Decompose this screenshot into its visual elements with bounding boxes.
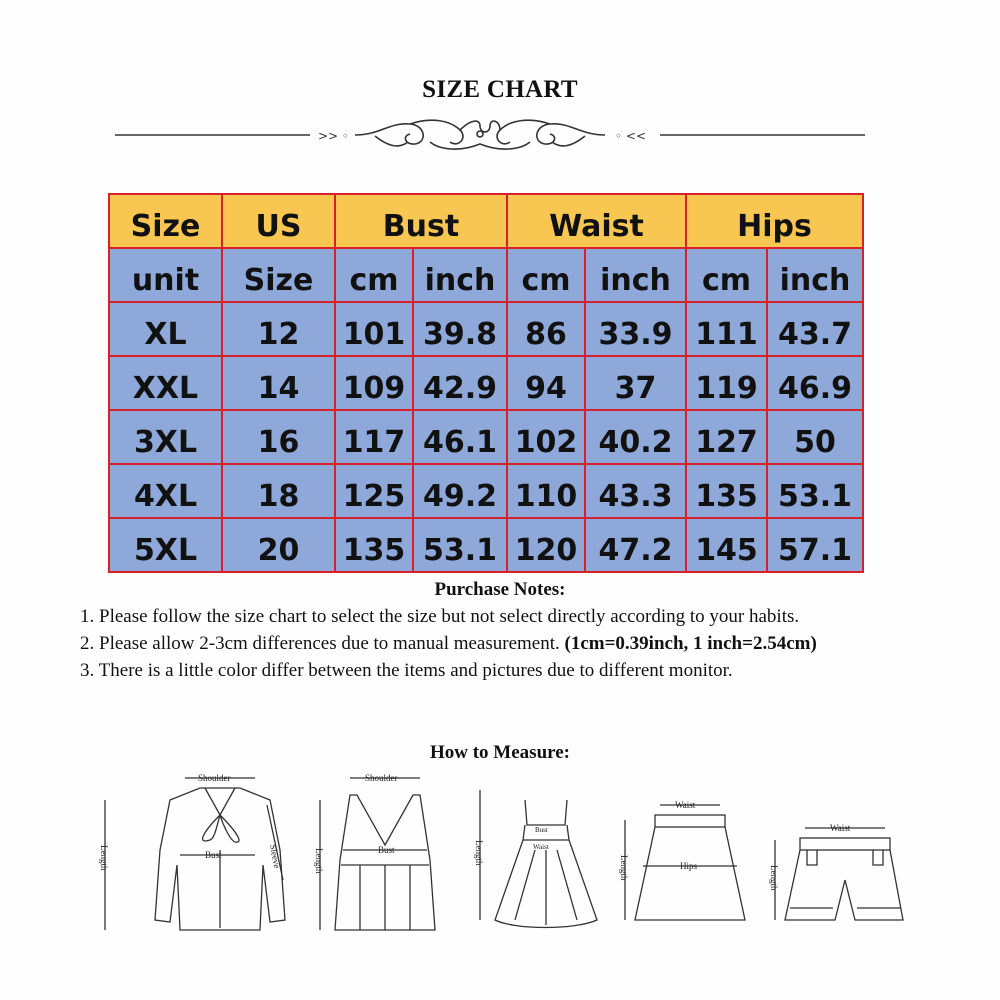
unit-hips-cm: cm xyxy=(686,248,767,302)
table-cell: 43.3 xyxy=(585,464,686,518)
length-label-2: Length xyxy=(314,848,324,874)
how-to-measure-title: How to Measure: xyxy=(429,742,570,763)
unit-waist-inch: inch xyxy=(585,248,686,302)
length-label: Length xyxy=(99,845,109,871)
header-us: US xyxy=(222,194,335,248)
table-cell: 14 xyxy=(222,356,335,410)
svg-text:>> ◦: >> ◦ xyxy=(318,129,350,143)
table-cell: 110 xyxy=(507,464,585,518)
table-cell: 39.8 xyxy=(413,302,507,356)
table-row xyxy=(109,464,863,518)
bust-label-2: Bust xyxy=(378,845,395,855)
table-row xyxy=(109,518,863,572)
length-label-3: Length xyxy=(474,840,484,866)
purchase-notes-title: Purchase Notes: xyxy=(434,579,566,600)
table-cell: 94 xyxy=(507,356,585,410)
blouse-diagram xyxy=(105,778,285,930)
table-cell: 16 xyxy=(222,410,335,464)
table-cell: XXL xyxy=(109,356,222,410)
header-size: Size xyxy=(109,194,222,248)
table-cell: 43.7 xyxy=(767,302,863,356)
table-cell: 37 xyxy=(585,356,686,410)
purchase-notes xyxy=(80,576,920,684)
table-cell: 47.2 xyxy=(585,518,686,572)
length-label-5: Length xyxy=(769,865,779,891)
table-row xyxy=(109,356,863,410)
svg-text:◦ <<: ◦ << xyxy=(615,129,647,143)
table-row xyxy=(109,410,863,464)
header-waist: Waist xyxy=(507,194,686,248)
shoulder-label-2: Shoulder xyxy=(365,773,398,783)
measurement-diagrams xyxy=(95,770,915,950)
waist-label-4: Waist xyxy=(675,800,696,810)
table-cell: 46.9 xyxy=(767,356,863,410)
table-cell: 49.2 xyxy=(413,464,507,518)
sleeve-label: Sleeve xyxy=(268,843,283,869)
unit-bust-inch: inch xyxy=(413,248,507,302)
table-cell: 125 xyxy=(335,464,413,518)
table-cell: 117 xyxy=(335,410,413,464)
table-cell: 12 xyxy=(222,302,335,356)
note-2-conversion: (1cm=0.39inch, 1 inch=2.54cm) xyxy=(564,633,817,654)
dress-diagram xyxy=(480,790,597,928)
table-cell: 57.1 xyxy=(767,518,863,572)
table-cell: 135 xyxy=(335,518,413,572)
table-cell: 5XL xyxy=(109,518,222,572)
shorts-diagram xyxy=(775,828,903,920)
table-cell: 101 xyxy=(335,302,413,356)
unit-waist-cm: cm xyxy=(507,248,585,302)
waist-label-3: Waist xyxy=(533,843,549,851)
bust-label: Bust xyxy=(205,850,222,860)
table-unit-row xyxy=(109,248,863,302)
header-hips: Hips xyxy=(686,194,863,248)
unit-label: unit xyxy=(109,248,222,302)
bust-label-3: Bust xyxy=(535,826,548,834)
table-header-row xyxy=(109,194,863,248)
table-cell: 102 xyxy=(507,410,585,464)
table-cell: 46.1 xyxy=(413,410,507,464)
note-2-text: 2. Please allow 2-3cm differences due to manual measurement. xyxy=(80,633,565,654)
note-1: 1. Please follow the size chart to select the size but not select directly according to your habits. xyxy=(80,606,800,627)
note-3: 3. There is a little color differ between the items and pictures due to different monitor. xyxy=(80,660,733,681)
table-cell: 120 xyxy=(507,518,585,572)
note-2 xyxy=(80,630,920,657)
table-cell: 109 xyxy=(335,356,413,410)
table-cell: 111 xyxy=(686,302,767,356)
table-cell: 18 xyxy=(222,464,335,518)
header-bust: Bust xyxy=(335,194,507,248)
table-cell: 40.2 xyxy=(585,410,686,464)
length-label-4: Length xyxy=(619,855,629,881)
table-cell: 33.9 xyxy=(585,302,686,356)
table-cell: 53.1 xyxy=(413,518,507,572)
unit-size: Size xyxy=(222,248,335,302)
table-cell: 3XL xyxy=(109,410,222,464)
table-cell: 127 xyxy=(686,410,767,464)
table-cell: 20 xyxy=(222,518,335,572)
table-cell: 42.9 xyxy=(413,356,507,410)
decorative-divider xyxy=(110,112,870,162)
table-cell: XL xyxy=(109,302,222,356)
table-cell: 145 xyxy=(686,518,767,572)
shoulder-label: Shoulder xyxy=(198,773,231,783)
unit-hips-inch: inch xyxy=(767,248,863,302)
table-cell: 4XL xyxy=(109,464,222,518)
unit-bust-cm: cm xyxy=(335,248,413,302)
waist-label-5: Waist xyxy=(830,823,851,833)
table-cell: 135 xyxy=(686,464,767,518)
page-title: SIZE CHART xyxy=(422,76,578,103)
table-cell: 53.1 xyxy=(767,464,863,518)
size-chart-table xyxy=(108,193,864,573)
table-cell: 50 xyxy=(767,410,863,464)
hips-label-4: Hips xyxy=(680,861,698,871)
table-cell: 86 xyxy=(507,302,585,356)
table-cell: 119 xyxy=(686,356,767,410)
table-row xyxy=(109,302,863,356)
